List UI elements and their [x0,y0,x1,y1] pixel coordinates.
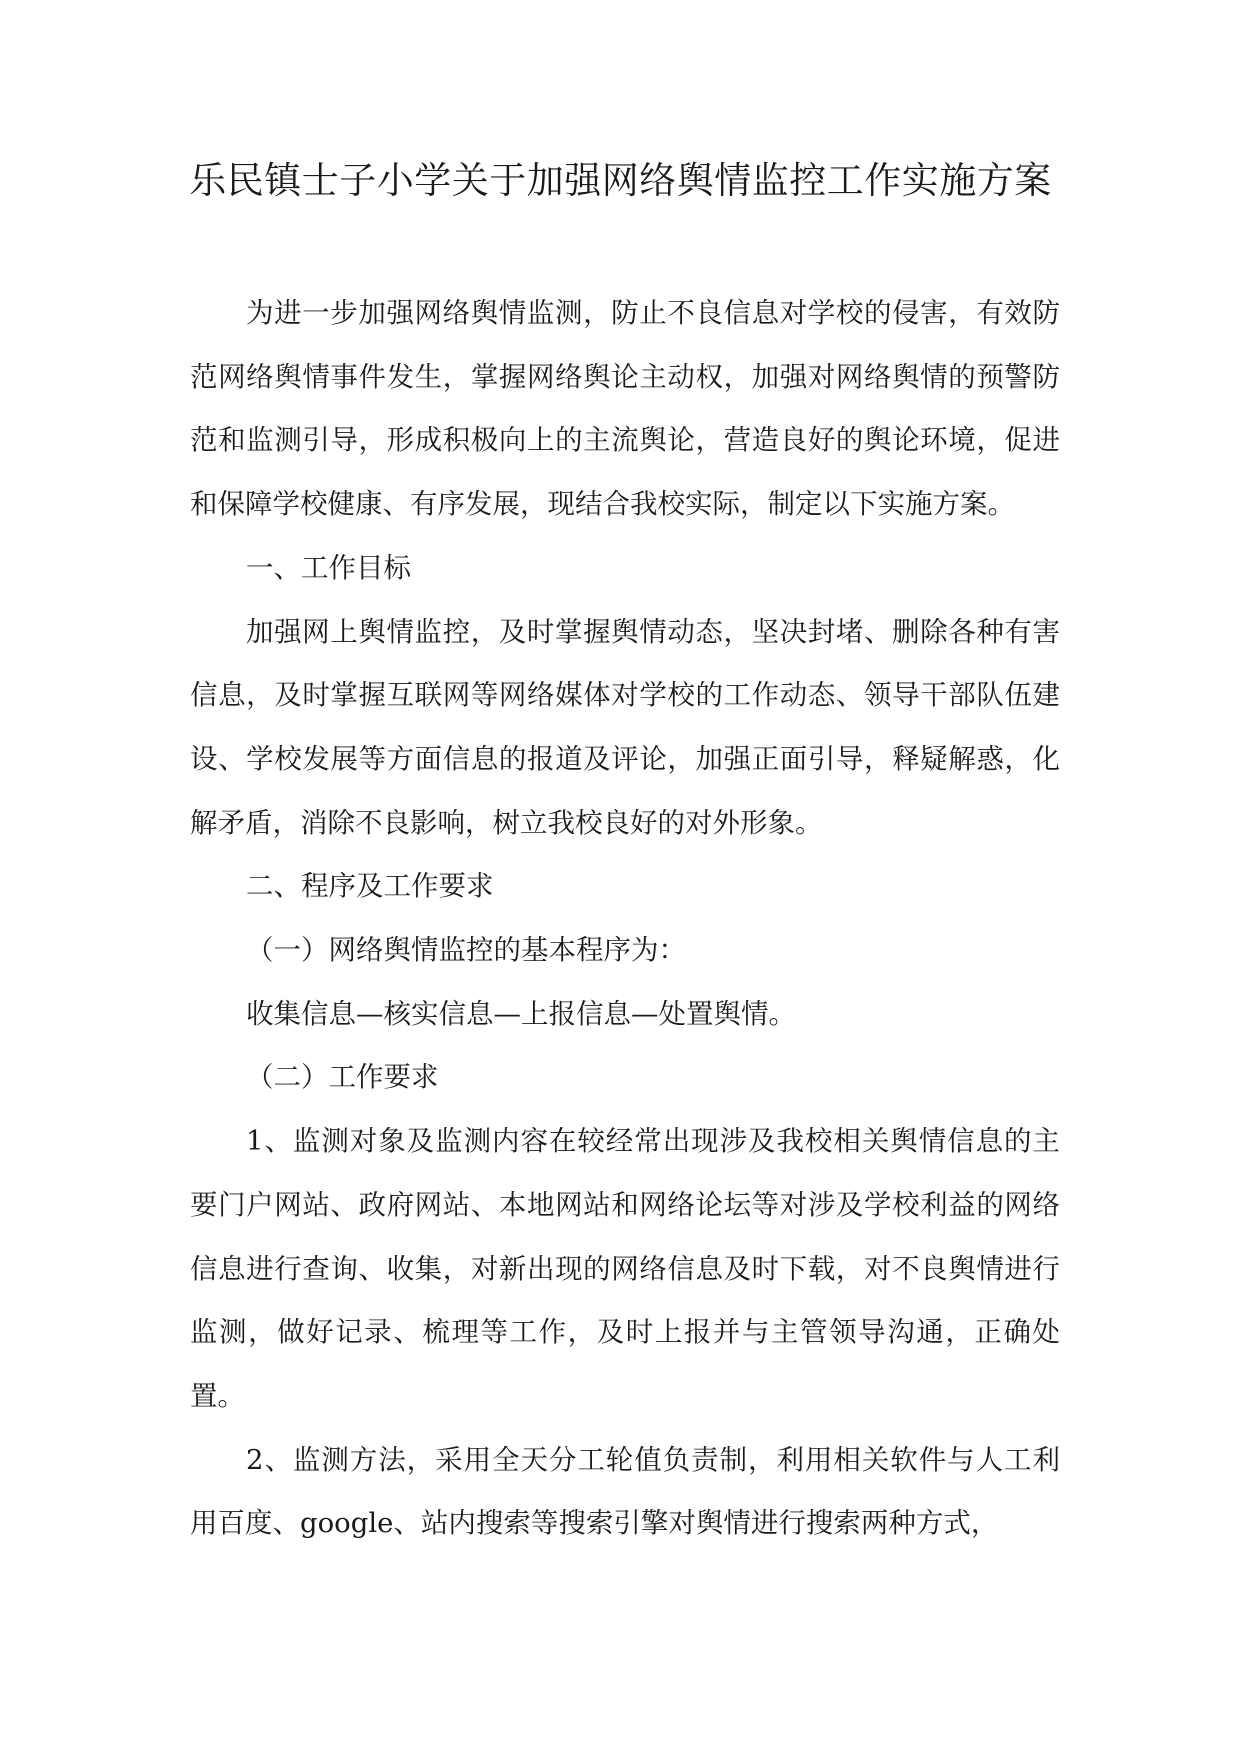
subsection-heading-basic-procedure: （一）网络舆情监控的基本程序为： [246,934,686,967]
section-heading-procedure: 二、程序及工作要求 [246,870,494,903]
paragraph-requirement-2: 2、监测方法，采用全天分工轮值负责制，利用相关软件与人工利用百度、google、站内搜索等搜索引擎对舆情进行搜索两种方式， [190,1443,1060,1540]
paragraph-requirement-1: 1、监测对象及监测内容在较经常出现涉及我校相关舆情信息的主要门户网站、政府网站、本地网站和网络论坛等对涉及学校利益的网络信息进行查询、收集，对新出现的网络信息及时下载，对不良舆情进行监测，做好记录、梳理等工作，及时上报并与主管领导沟通，正确处置。 [190,1125,1060,1412]
subsection-heading-requirements: （二）工作要求 [246,1061,439,1094]
paragraph-procedure-steps: 收集信息—核实信息—上报信息—处置舆情。 [246,997,796,1030]
paragraph-goals: 加强网上舆情监控，及时掌握舆情动态，坚决封堵、删除各种有害信息，及时掌握互联网等网络媒体对学校的工作动态、领导干部队伍建设、学校发展等方面信息的报道及评论，加强正面引导，释疑解惑，化解矛盾，消除不良影响，树立我校良好的对外形象。 [190,615,1060,839]
document-title: 乐民镇士子小学关于加强网络舆情监控工作实施方案 [189,159,1052,202]
document-body [190,282,1060,1556]
section-heading-goals: 一、工作目标 [246,551,411,584]
paragraph-intro: 为进一步加强网络舆情监测，防止不良信息对学校的侵害，有效防范网络舆情事件发生，掌握网络舆论主动权，加强对网络舆情的预警防范和监测引导，形成积极向上的主流舆论，营造良好的舆论环境，促进和保障学校健康、有序发展，现结合我校实际，制定以下实施方案。 [190,297,1060,521]
